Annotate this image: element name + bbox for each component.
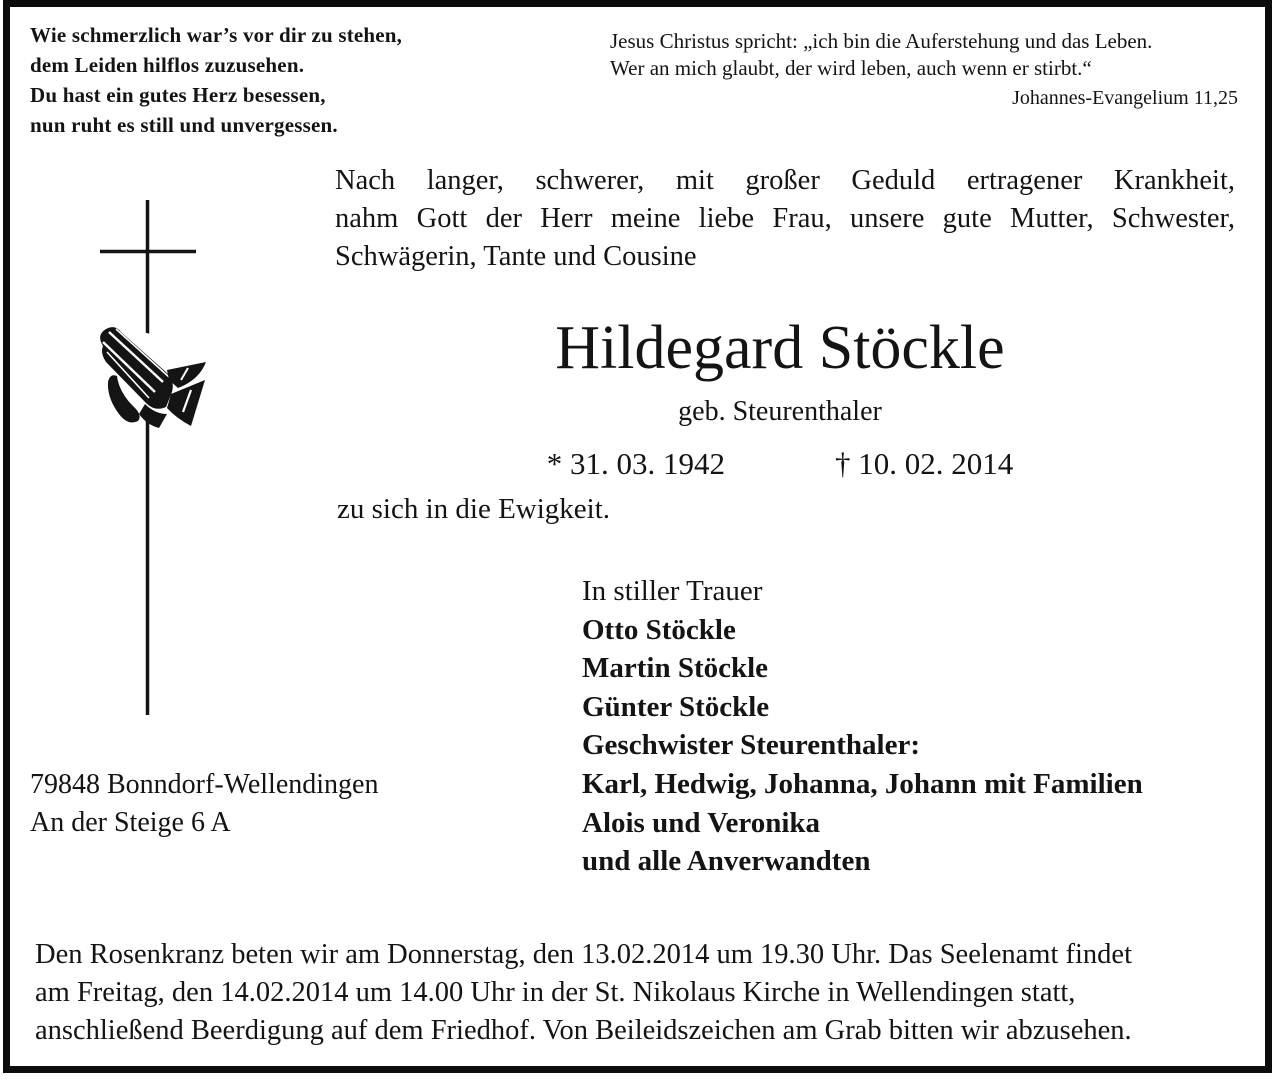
bible-quote: [610, 28, 1238, 112]
deceased-name: Hildegard Stöckle: [555, 314, 1005, 382]
death-date: † 10. 02. 2014: [835, 446, 1014, 481]
poem-line: Wie schmerzlich war’s vor dir zu stehen,: [30, 23, 403, 47]
mourner-name: Otto Stöckle: [582, 613, 736, 646]
memorial-poem: [30, 20, 402, 140]
birth-date: * 31. 03. 1942: [546, 446, 725, 481]
intro-paragraph: [335, 162, 1235, 276]
intro-line: Nach langer, schwerer, mit großer Geduld ertragener Krankheit,: [335, 165, 1235, 196]
funeral-details-line: Den Rosenkranz beten wir am Donnerstag, den 13.02.2014 um 19.30 Uhr. Das Seelenamt findet: [35, 939, 1132, 970]
eternity-line: zu sich in die Ewigkeit.: [337, 493, 611, 525]
poem-line: nun ruht es still und unvergessen.: [30, 113, 338, 137]
funeral-details-line: anschließend Beerdigung auf dem Friedhof. Von Beileidszeichen am Grab bitten wir abzusehen.: [35, 1015, 1132, 1046]
mourner-name: Günter Stöckle: [582, 690, 770, 723]
mourner-name: Alois und Veronika: [582, 806, 821, 839]
mourner-name: Geschwister Steurenthaler:: [582, 729, 921, 762]
mourner-name: Martin Stöckle: [582, 652, 769, 685]
praying-hands-icon: [90, 313, 209, 439]
address-block: [30, 766, 378, 842]
mourner-name: und alle Anverwandten: [582, 845, 871, 878]
funeral-details-line: am Freitag, den 14.02.2014 um 14.00 Uhr in der St. Nikolaus Kirche in Wellendingen statt,: [35, 977, 1076, 1008]
mourning-header: In stiller Trauer: [582, 575, 763, 607]
cross-and-praying-hands-icon: [90, 196, 210, 726]
quote-line: Jesus Christus spricht: „ich bin die Auferstehung und das Leben.: [610, 29, 1153, 53]
quote-line: Wer an mich glaubt, der wird leben, auch wenn er stirbt.“: [610, 56, 1092, 80]
life-dates: [335, 444, 1225, 484]
maiden-name: geb. Steurenthaler: [678, 396, 882, 427]
mourner-name: Karl, Hedwig, Johanna, Johann mit Familien: [582, 767, 1143, 800]
intro-line: Schwägerin, Tante und Cousine: [335, 241, 697, 272]
funeral-details: [35, 936, 1132, 1050]
poem-line: Du hast ein gutes Herz besessen,: [30, 83, 326, 107]
address-line: 79848 Bonndorf-Wellendingen: [30, 769, 379, 800]
address-line: An der Steige 6 A: [30, 807, 231, 838]
intro-line: nahm Gott der Herr meine liebe Frau, unsere gute Mutter, Schwester,: [335, 203, 1235, 234]
poem-line: dem Leiden hilflos zuzusehen.: [30, 53, 305, 77]
quote-attribution: Johannes-Evangelium 11,25: [1012, 87, 1238, 109]
mourners-block: [582, 572, 1143, 881]
